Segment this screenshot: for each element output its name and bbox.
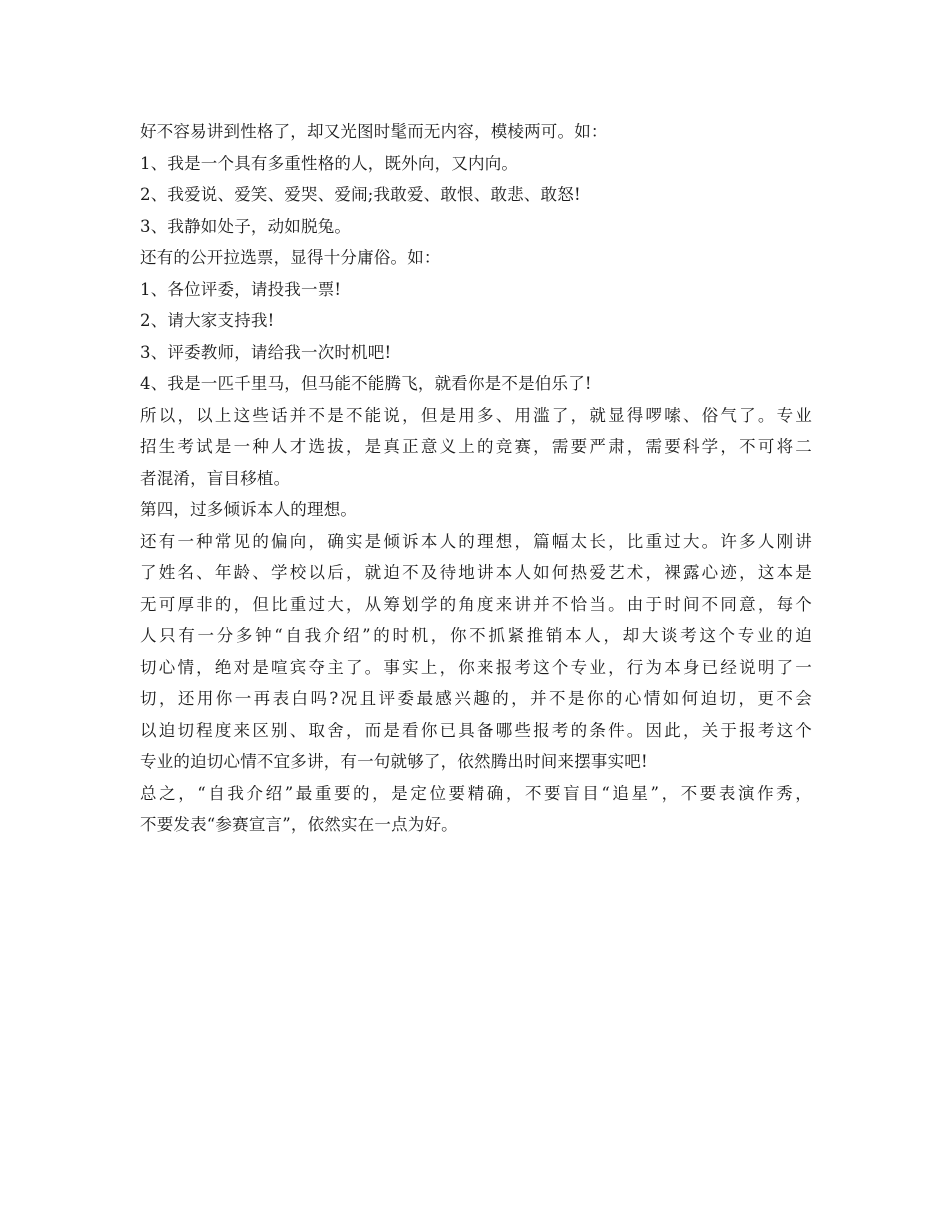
text-line: 好不容易讲到性格了，却又光图时髦而无内容，模棱两可。如： [140,122,608,141]
paragraph-line: 切，还用你一再表白吗?况且评委最感兴趣的，并不是你的心情如何迫切，更不会 [140,689,812,708]
paragraph-line: 总之，“自我介绍”最重要的，是定位要精确，不要盲目“追星”，不要表演作秀， [140,783,812,803]
paragraph-line: 无可厚非的，但比重过大，从筹划学的角度来讲并不恰当。由于时间不同意，每个 [140,594,812,614]
paragraph-line: 了姓名、年龄、学校以后，就迫不及待地讲本人如何热爱艺术，裸露心迹，这本是 [140,563,812,582]
list-item: 4、我是一匹千里马，但马能不能腾飞，就看你是不是伯乐了! [140,374,592,393]
list-item: 3、我静如处子，动如脱兔。 [140,216,352,236]
paragraph-line: 人只有一分多钟“自我介绍”的时机，你不抓紧推销本人，却大谈考这个专业的迫 [140,626,812,645]
section-heading: 第四，过多倾诉本人的理想。 [140,500,358,519]
text-line: 还有的公开拉选票，显得十分庸俗。如： [140,248,441,267]
paragraph-line: 招生考试是一种人才选拔，是真正意义上的竞赛，需要严肃，需要科学，不可将二 [140,437,812,456]
list-item: 1、我是一个具有多重性格的人，既外向，又内向。 [140,153,519,173]
paragraph-line: 不要发表“参赛宣言”，依然实在一点为好。 [140,815,458,834]
list-item: 2、请大家支持我! [140,311,275,330]
paragraph-line: 还有一种常见的偏向，确实是倾诉本人的理想，篇幅太长，比重过大。许多人刚讲 [140,531,812,551]
document-page [140,116,812,841]
paragraph-line: 者混淆，盲目移植。 [140,468,291,488]
paragraph-line: 以迫切程度来区别、取舍，而是看你已具备哪些报考的条件。因此，关于报考这个 [140,720,812,740]
paragraph-line: 所以，以上这些话并不是不能说，但是用多、用滥了，就显得啰嗦、俗气了。专业 [140,405,812,425]
paragraph-line: 专业的迫切心情不宜多讲，有一句就够了，依然腾出时间来摆事实吧! [140,752,648,771]
paragraph-line: 切心情，绝对是喧宾夺主了。事实上，你来报考这个专业，行为本身已经说明了一 [140,657,812,677]
list-item: 2、我爱说、爱笑、爱哭、爱闹;我敢爱、敢恨、敢悲、敢怒! [140,185,581,204]
list-item: 3、评委教师，请给我一次时机吧! [140,342,392,362]
list-item: 1、各位评委，请投我一票! [140,279,342,299]
